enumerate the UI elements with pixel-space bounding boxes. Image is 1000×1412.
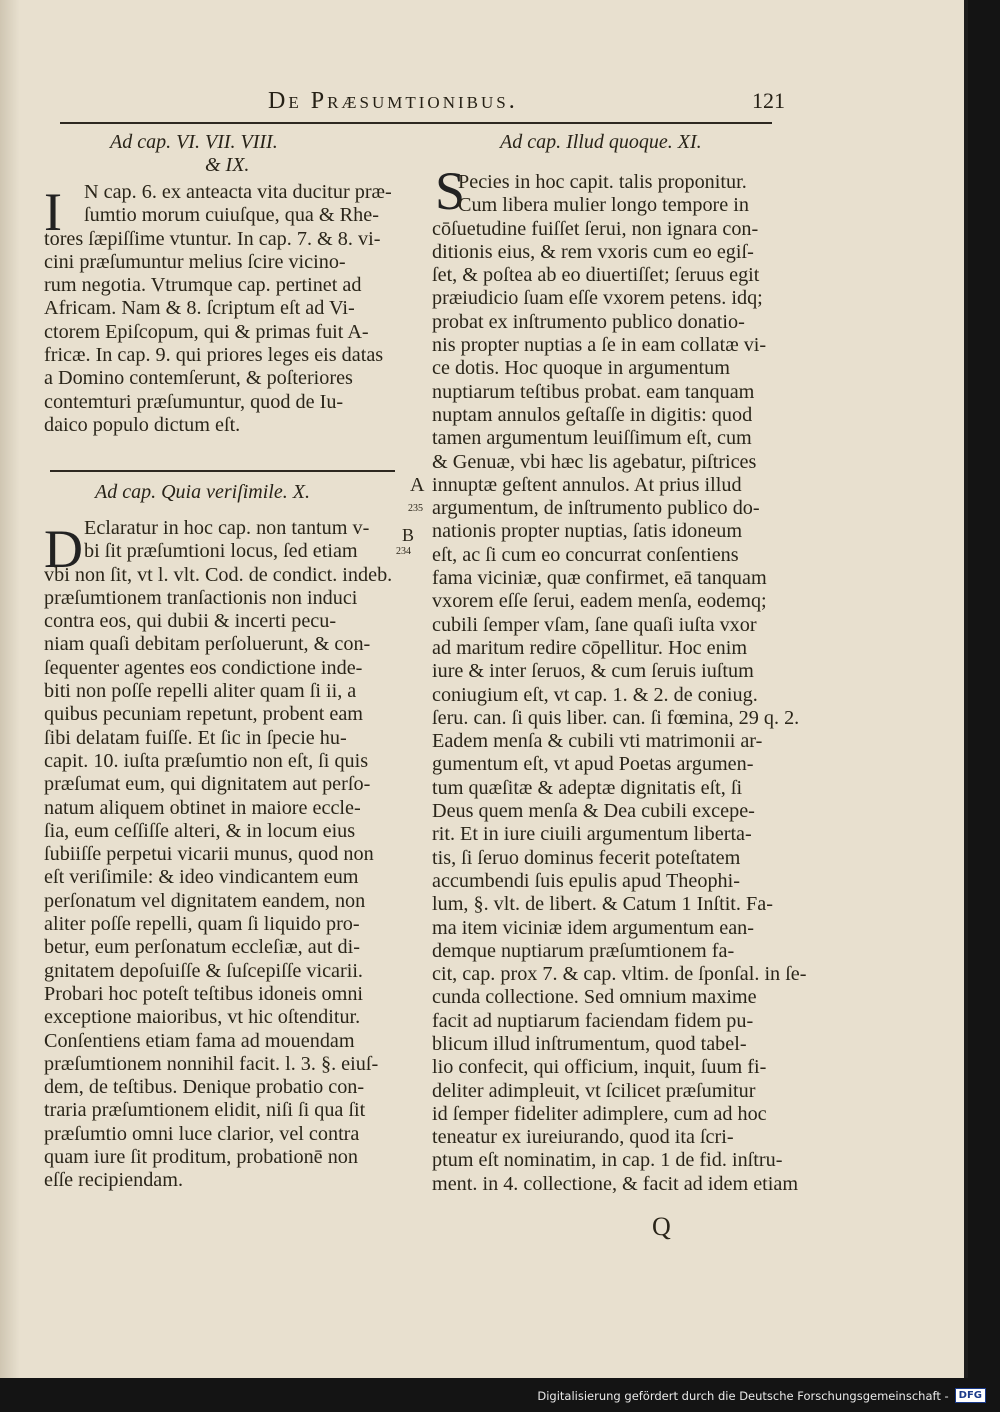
text-line: vbi non ſit, vt l. vlt. Cod. de condict. indeb.: [44, 563, 393, 586]
left-paragraph-2: [44, 517, 392, 1193]
text-line: rum negotia. Vtrumque cap. pertinet ad: [44, 274, 362, 297]
text-line: eſt veriſimile: & ideo vindicantem eum: [44, 866, 359, 889]
text-line: gumentum eſt, vt apud Poetas argumen-: [432, 753, 754, 776]
text-line: aliter poſſe repelli, quam ſi liquido pro-: [44, 913, 360, 936]
text-line: Cum libera mulier longo tempore in: [458, 194, 749, 217]
text-line: nis propter nuptias a ſe in eam collatæ vi-: [432, 334, 767, 357]
text-line: Eclaratur in hoc cap. non tantum v-: [84, 517, 370, 539]
text-line: Eadem menſa & cubili vti matrimonii ar-: [432, 730, 763, 753]
header-rule: [60, 122, 772, 124]
text-line: tores ſæpiſſime vtuntur. In cap. 7. & 8. vi-: [44, 227, 381, 250]
text-line: argumentum, de inſtrumento publico do-: [432, 497, 760, 520]
dfg-logo: DFG: [955, 1388, 986, 1403]
left-heading-2: Ad cap. Quia veriſimile. X.: [95, 481, 310, 503]
text-line: natum aliquem obtinet in maiore eccle-: [44, 796, 361, 819]
margin-note-234: 234: [396, 546, 411, 557]
footer-text: Digitalisierung gefördert durch die Deutsche Forschungsgemeinschaft -: [537, 1388, 949, 1403]
text-line: ſequenter agentes eos condictione inde-: [44, 656, 363, 679]
text-line: & Genuæ, vbi hæc lis agebatur, piſtrices: [432, 450, 757, 473]
margin-note-b: B: [402, 525, 415, 545]
text-line: niam quaſi debitam perſoluerunt, & con-: [44, 633, 371, 656]
text-line: cubili ſemper vſam, ſane quaſi iuſta vxor: [432, 613, 757, 636]
text-line: Conſentiens etiam fama ad mouendam: [44, 1029, 355, 1052]
text-line: contemturi præſumuntur, quod de Iu-: [44, 390, 344, 413]
text-line: bi ſit præſumtioni locus, ſed etiam: [84, 540, 358, 563]
text-line: ctorem Epiſcopum, qui & primas fuit A-: [44, 320, 369, 343]
left-paragraph-1: [44, 181, 392, 437]
margin-note-235: 235: [408, 503, 423, 514]
text-line: innuptæ geſtent annulos. At prius illud: [432, 473, 742, 496]
catchword: Q: [652, 1212, 671, 1241]
text-line: cunda collectione. Sed omnium maxime: [432, 986, 757, 1009]
text-line: præiudicio ſuam eſſe vxorem petens. idq;: [432, 287, 763, 310]
text-line: ſubiiſſe perpetui vicarii munus, quod non: [44, 843, 374, 866]
text-line: ma item viciniæ idem argumentum ean-: [432, 916, 754, 939]
drop-cap-d: D: [44, 519, 83, 579]
text-line: quibus pecuniam repetunt, probent eam: [44, 703, 363, 726]
text-line: ptum eſt nominatim, in cap. 1 de fid. inſtru-: [432, 1149, 783, 1172]
text-line: eſt, ac ſi cum eo concurrat conſentiens: [432, 543, 739, 566]
text-line: cit, cap. prox 7. & cap. vltim. de ſponſal. in ſe-: [432, 963, 807, 986]
text-line: accumbendi ſuis epulis apud Theophi-: [432, 869, 740, 892]
text-line: præſumtio omni luce clarior, vel contra: [44, 1122, 360, 1145]
text-line: nuptam annulos geſtaſſe in digitis: quod: [432, 403, 753, 426]
text-line: cini præſumuntur melius ſcire vicino-: [44, 250, 346, 273]
text-line: præſumtionem tranſactionis non induci: [44, 586, 358, 609]
left-section-rule: [50, 470, 395, 472]
text-line: coniugium eſt, vt cap. 1. & 2. de coniug.: [432, 683, 758, 706]
text-line: ſumtio morum cuiuſque, qua & Rhe-: [84, 204, 379, 227]
text-line: ad maritum redire cōpellitur. Hoc enim: [432, 636, 748, 659]
text-line: fama viciniæ, quæ confirmet, eā tanquam: [432, 567, 767, 590]
text-line: lum, §. vlt. de libert. & Catum 1 Inſtit. Fa-: [432, 893, 773, 916]
text-line: ſibi delatam fuiſſe. Et ſic in ſpecie hu-: [44, 726, 347, 749]
text-line: præſumat eum, qui dignitatem aut perſo-: [44, 773, 371, 796]
text-line: a Domino contemſerunt, & poſteriores: [44, 367, 353, 390]
right-heading: Ad cap. Illud quoque. XI.: [500, 131, 702, 153]
right-paragraph: [432, 171, 807, 1196]
text-line: ditionis eius, & rem vxoris cum eo egiſ-: [432, 240, 754, 263]
text-line: gnitatem depoſuiſſe & ſuſcepiſſe vicarii.: [44, 959, 363, 982]
running-head: De Præsumtionibus.: [268, 88, 518, 114]
text-line: ſia, eum ceſſiſſe alteri, & in locum eius: [44, 819, 356, 842]
text-line: tum quæſitæ & adeptæ dignitatis eſt, ſi: [432, 776, 743, 799]
text-line: dem, de teſtibus. Denique probatio con-: [44, 1076, 365, 1099]
text-line: contra eos, qui dubii & incerti pecu-: [44, 610, 337, 633]
text-line: rit. Et in iure ciuili argumentum liberta-: [432, 823, 752, 846]
drop-cap-s: S: [435, 161, 466, 221]
text-line: exceptione maioribus, vt hic oſtenditur.: [44, 1006, 361, 1029]
text-line: ſet, & poſtea ab eo diuertiſſet; ſeruus egit: [432, 264, 760, 287]
text-line: cōſuetudine fuiſſet ſerui, non ignara con-: [432, 217, 759, 240]
text-line: tamen argumentum leuiſſimum eſt, cum: [432, 427, 752, 450]
text-line: Probari hoc poteſt teſtibus idoneis omni: [44, 982, 364, 1005]
text-line: blicum illud inſtrumentum, quod tabel-: [432, 1032, 747, 1055]
drop-cap-i: I: [44, 182, 62, 242]
text-line: traria præſumtionem elidit, niſi ſi qua ſit: [44, 1099, 366, 1122]
text-line: capit. 10. iuſta præſumtio non eſt, ſi quis: [44, 749, 369, 772]
text-line: vxorem eſſe ſerui, eadem menſa, eodemq;: [432, 590, 767, 613]
text-line: ce dotis. Hoc quoque in argumentum: [432, 357, 730, 380]
left-heading-1b: & IX.: [205, 154, 250, 176]
text-line: quam iure ſit proditum, probationē non: [44, 1146, 358, 1169]
text-line: nationis propter nuptias, ſatis idoneum: [432, 520, 743, 543]
digitization-footer: [537, 1388, 986, 1403]
text-line: lio confecit, qui officium, inquit, ſuum fi-: [432, 1056, 767, 1079]
text-line: N cap. 6. ex anteacta vita ducitur præ-: [84, 181, 392, 203]
text-line: deliter adimpleuit, vt ſcilicet præſumitur: [432, 1079, 756, 1102]
text-line: fricæ. In cap. 9. qui priores leges eis datas: [44, 344, 384, 367]
text-line: tis, ſi ſeruo dominus fecerit poteſtatem: [432, 846, 741, 869]
text-line: Pecies in hoc capit. talis proponitur.: [458, 171, 747, 193]
text-line: daico populo dictum eſt.: [44, 413, 241, 436]
text-line: præſumtionem nonnihil facit. l. 3. §. eiuſ-: [44, 1052, 379, 1075]
text-line: demque nuptiarum præſumtionem fa-: [432, 939, 735, 962]
left-heading-1a: Ad cap. VI. VII. VIII.: [110, 131, 278, 153]
text-line: betur, eum perſonatum eccleſiæ, aut di-: [44, 936, 360, 959]
text-line: teneatur ex iureiurando, quod ita ſcri-: [432, 1126, 734, 1149]
text-line: ſeru. can. ſi quis liber. can. ſi fœmina, 29 q. 2.: [432, 706, 800, 729]
text-line: perſonatum vel dignitatem eandem, non: [44, 889, 366, 912]
text-line: Deus quem menſa & Dea cubili excepe-: [432, 800, 755, 823]
text-line: facit ad nuptiarum faciendam fidem pu-: [432, 1009, 754, 1032]
text-line: Africam. Nam & 8. ſcriptum eſt ad Vi-: [44, 297, 355, 320]
page-number: 121: [752, 88, 785, 113]
text-line: nuptiarum teſtibus probat. eam tanquam: [432, 380, 755, 403]
text-line: probat ex inſtrumento publico donatio-: [432, 310, 745, 333]
margin-note-a: A: [410, 474, 425, 496]
text-line: id ſemper fideliter adimplere, cum ad hoc: [432, 1102, 767, 1125]
text-line: iure & inter ſeruos, & cum ſeruis iuſtum: [432, 660, 754, 683]
text-line: eſſe recipiendam.: [44, 1169, 183, 1192]
text-line: biti non poſſe repelli aliter quam ſi ii, a: [44, 680, 357, 703]
text-line: ment. in 4. collectione, & facit ad idem etiam: [432, 1172, 799, 1195]
